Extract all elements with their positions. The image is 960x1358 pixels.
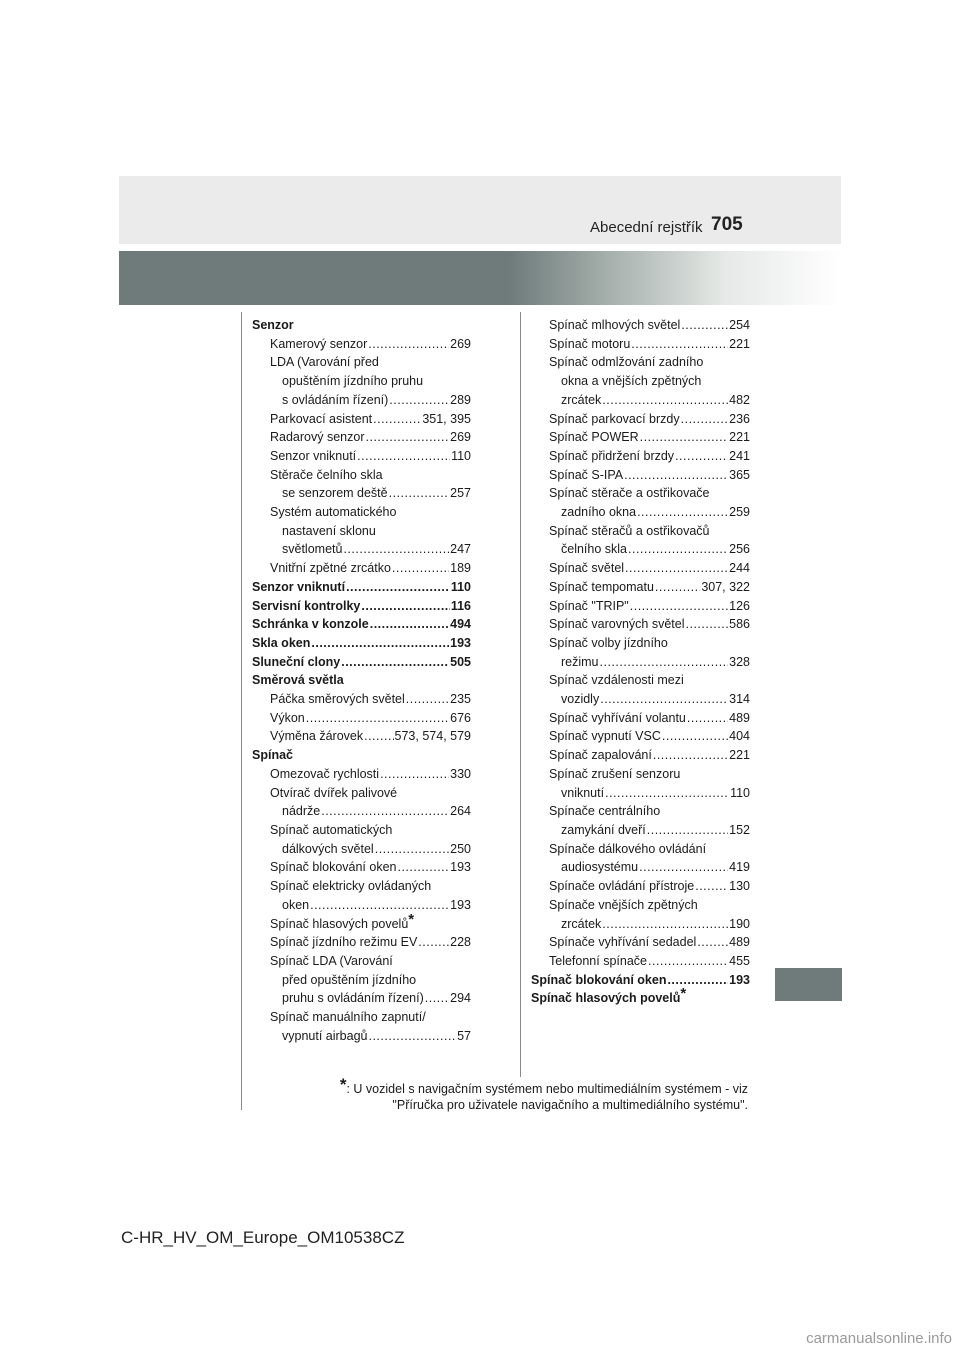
index-entry-label: s ovládáním řízení) <box>282 392 389 407</box>
dot-leader <box>602 915 728 934</box>
dot-leader <box>624 466 728 485</box>
dot-leader <box>648 952 728 971</box>
dot-leader <box>389 391 449 410</box>
index-entry <box>252 858 471 877</box>
index-entry <box>252 952 471 971</box>
watermark: carmanualsonline.info <box>806 1330 952 1347</box>
index-entry <box>252 372 471 391</box>
dot-leader <box>695 877 728 896</box>
index-entry-page: 130 <box>729 879 750 894</box>
footnote <box>228 1075 748 1113</box>
chapter-tab <box>775 968 842 1001</box>
index-entry-page: 586 <box>729 617 750 632</box>
index-entry-label: režimu <box>561 654 599 669</box>
index-entry <box>252 671 471 690</box>
dot-leader <box>397 858 449 877</box>
dot-leader <box>357 447 450 466</box>
dot-leader <box>686 615 729 634</box>
index-entry <box>531 335 750 354</box>
index-entry <box>531 428 750 447</box>
index-entry <box>252 896 471 915</box>
index-entry-page: 489 <box>729 710 750 725</box>
dot-leader <box>637 503 728 522</box>
dot-leader <box>639 858 728 877</box>
dot-leader <box>681 316 728 335</box>
index-entry-label: Spínače centrálního <box>549 804 661 819</box>
index-entry <box>531 391 750 410</box>
index-entry-label: Sluneční clony <box>252 654 341 669</box>
index-entry <box>531 727 750 746</box>
dot-leader <box>346 578 450 597</box>
index-entry-label: zrcátek <box>561 392 602 407</box>
index-entry-label: zrcátek <box>561 916 602 931</box>
index-entry <box>252 428 471 447</box>
footnote-marker: * <box>339 1075 347 1094</box>
index-entry-page: 110 <box>730 785 750 800</box>
index-entry-page: 269 <box>450 430 471 445</box>
index-entry <box>531 971 750 990</box>
index-entry-label: Spínač LDA (Varování <box>270 953 393 968</box>
index-entry-label: Parkovací asistent <box>270 411 373 426</box>
index-entry-page: 228 <box>450 935 471 950</box>
dot-leader <box>366 428 450 447</box>
index-entry-label: Spínač volby jízdního <box>549 635 668 650</box>
dot-leader <box>625 559 728 578</box>
index-entry-label: Servisní kontrolky <box>252 598 361 613</box>
index-entry <box>252 447 471 466</box>
index-entry-page: 254 <box>729 318 750 332</box>
index-entry-page: 259 <box>729 505 750 520</box>
index-entry-page: 307, 322 <box>701 579 750 594</box>
index-entry <box>252 727 471 746</box>
index-entry <box>252 821 471 840</box>
index-entry-label: Spínač parkovací brzdy <box>549 411 680 426</box>
dot-leader <box>675 447 728 466</box>
index-entry-page: 221 <box>729 430 750 445</box>
index-entry-page: 365 <box>729 467 750 482</box>
index-entry-label: Spínač blokování oken <box>270 860 397 875</box>
index-entry-page: 505 <box>450 654 471 669</box>
index-entry-label: Otvírač dvířek palivové <box>270 785 398 800</box>
index-entry <box>531 690 750 709</box>
index-entry <box>252 784 471 803</box>
index-entry-label: LDA (Varování před <box>270 355 379 370</box>
index-entry-page: 221 <box>729 336 750 351</box>
index-entry <box>531 540 750 559</box>
dot-leader <box>341 653 449 672</box>
dot-leader <box>380 765 449 784</box>
index-entry-label: Spínače ovládání přístroje <box>549 879 695 894</box>
footnote-line-2: "Příručka pro uživatele navigačního a multimediálního systému". <box>392 1098 748 1112</box>
index-entry-page: 126 <box>729 598 750 613</box>
index-entry <box>252 971 471 990</box>
dot-leader <box>389 484 450 503</box>
dot-leader <box>373 410 421 429</box>
index-entry-label: Spínače dálkového ovládání <box>549 841 707 856</box>
index-entry-label: čelního skla <box>561 542 628 557</box>
index-entry <box>531 765 750 784</box>
index-entry-label: Spínač vypnutí VSC <box>549 729 661 744</box>
index-entry-page: 676 <box>450 710 471 725</box>
index-entry-label: Spínače vyhřívání sedadel <box>549 935 697 950</box>
dot-leader <box>602 391 728 410</box>
index-entry-label: Směrová světla <box>252 673 344 688</box>
index-entry-label: Spínač zrušení senzoru <box>549 766 681 781</box>
index-entry-label: Spínač hlasových povelů <box>531 991 681 1006</box>
index-entry-page: 241 <box>729 448 750 463</box>
dot-leader <box>406 690 449 709</box>
index-entry <box>252 559 471 578</box>
index-entry <box>531 503 750 522</box>
index-entry-page: 264 <box>450 804 471 819</box>
index-entry <box>531 578 750 597</box>
index-entry <box>252 765 471 784</box>
index-entry <box>531 316 750 335</box>
index-entry-page: 489 <box>729 935 750 950</box>
index-entry-label: vniknutí <box>561 785 605 800</box>
dot-leader <box>605 784 729 803</box>
index-entry-label: oken <box>282 897 310 912</box>
index-entry-label: Omezovač rychlosti <box>270 766 380 781</box>
index-entry-page: 236 <box>729 411 750 426</box>
index-entry-label: Spínače vnějších zpětných <box>549 897 698 912</box>
index-entry <box>252 690 471 709</box>
index-entry-label: Spínač mlhových světel <box>549 318 681 332</box>
index-entry-page: 110 <box>450 579 471 594</box>
dot-leader <box>368 1027 456 1046</box>
index-entry <box>531 559 750 578</box>
index-entry <box>531 933 750 952</box>
index-entry <box>531 802 750 821</box>
dot-leader <box>361 597 449 616</box>
index-column-right <box>531 316 750 1008</box>
dot-leader <box>681 410 729 429</box>
index-entry-label: Stěrače čelního skla <box>270 467 383 482</box>
index-entry-page: 189 <box>450 561 471 576</box>
dot-leader <box>640 428 729 447</box>
index-entry-page: 404 <box>729 729 750 744</box>
index-entry <box>252 597 471 616</box>
dot-leader <box>306 709 449 728</box>
index-entry-page: 193 <box>729 972 750 987</box>
index-entry-label: pruhu s ovládáním řízení) <box>282 991 424 1006</box>
index-entry-page: 328 <box>729 654 750 669</box>
index-entry <box>252 615 471 634</box>
index-entry-page: 294 <box>450 991 471 1006</box>
index-entry-page: 494 <box>450 617 471 632</box>
index-entry <box>531 634 750 653</box>
index-entry-label: před opuštěním jízdního <box>282 972 417 987</box>
index-entry <box>531 372 750 391</box>
index-entry <box>531 522 750 541</box>
index-entry-page: 455 <box>729 953 750 968</box>
left-divider <box>241 312 242 1110</box>
index-entry-label: Spínač vzdálenosti mezi <box>549 673 684 688</box>
index-entry <box>252 933 471 952</box>
footnote-asterisk: * <box>680 985 687 1003</box>
index-entry-label: Spínač vyhřívání volantu <box>549 710 686 725</box>
index-entry-page: 330 <box>450 766 471 781</box>
dot-leader <box>600 690 728 709</box>
dot-leader <box>631 335 728 354</box>
index-entry <box>252 484 471 503</box>
index-entry-page: 573, 574, 579 <box>394 729 471 744</box>
index-entry-label: Výměna žárovek <box>270 729 364 744</box>
index-entry <box>531 615 750 634</box>
index-entry-label: zadního okna <box>561 505 637 520</box>
index-entry <box>252 335 471 354</box>
index-entry-label: Spínač manuálního zapnutí/ <box>270 1010 426 1025</box>
index-entry-label: Spínač světel <box>549 561 625 576</box>
index-entry-label: dálkových světel <box>282 841 374 856</box>
index-entry <box>531 821 750 840</box>
index-entry <box>252 910 471 934</box>
index-entry <box>531 746 750 765</box>
index-entry-label: Spínač <box>252 748 293 763</box>
index-entry-label: Spínač přidržení brzdy <box>549 448 675 463</box>
index-entry <box>252 634 471 653</box>
index-entry <box>531 447 750 466</box>
dot-leader <box>425 989 449 1008</box>
index-entry <box>531 952 750 971</box>
index-entry <box>531 784 750 803</box>
index-entry <box>252 503 471 522</box>
dot-leader <box>343 540 449 559</box>
dot-leader <box>370 615 449 634</box>
index-entry <box>531 597 750 616</box>
index-entry-label: nastavení sklonu <box>282 523 376 538</box>
index-entry-label: Senzor vniknutí <box>252 579 346 594</box>
footnote-asterisk: * <box>408 910 415 928</box>
index-entry-label: Systém automatického <box>270 505 397 520</box>
index-entry-label: Výkon <box>270 710 305 725</box>
index-entry <box>531 410 750 429</box>
index-entry-page: 244 <box>729 561 750 576</box>
index-entry-label: Spínač automatických <box>270 822 393 837</box>
index-entry-label: světlometů <box>282 542 343 557</box>
index-entry <box>252 578 471 597</box>
index-entry-page: 247 <box>450 542 471 557</box>
index-entry-label: audiosystému <box>561 860 639 875</box>
index-entry <box>531 484 750 503</box>
index-entry-page: 482 <box>729 392 750 407</box>
dot-leader <box>630 597 728 616</box>
index-entry-label: Spínač varovných světel <box>549 617 685 632</box>
dot-leader <box>653 746 728 765</box>
index-entry <box>252 540 471 559</box>
index-entry-label: vozidly <box>561 692 600 707</box>
index-entry <box>531 840 750 859</box>
index-entry <box>531 896 750 915</box>
index-entry-page: 289 <box>450 392 471 407</box>
index-column-left <box>252 316 471 1045</box>
index-entry-label: Spínač zapalování <box>549 748 652 763</box>
index-entry-label: Kamerový senzor <box>270 336 368 351</box>
index-entry <box>252 316 471 335</box>
index-entry-label: opuštěním jízdního pruhu <box>282 374 424 389</box>
dot-leader <box>310 896 449 915</box>
index-entry-label: Vnitřní zpětné zrcátko <box>270 561 391 576</box>
index-entry-label: okna a vnějších zpětných <box>561 374 702 389</box>
index-entry <box>252 410 471 429</box>
index-entry <box>531 985 750 1008</box>
index-entry-page: 257 <box>450 486 471 501</box>
dot-leader <box>647 821 728 840</box>
index-entry-label: Spínač hlasových povelů <box>270 916 409 931</box>
index-entry <box>252 353 471 372</box>
page-title: Abecední rejstřík <box>590 219 703 236</box>
index-entry-page: 314 <box>729 692 750 707</box>
column-divider <box>520 312 521 1077</box>
dot-leader <box>364 727 393 746</box>
index-entry-page: 193 <box>450 897 471 912</box>
index-entry-page: 351, 395 <box>422 411 471 426</box>
index-entry <box>252 746 471 765</box>
index-entry-label: Spínač elektricky ovládaných <box>270 879 432 894</box>
index-entry-page: 221 <box>729 748 750 763</box>
dot-leader <box>655 578 700 597</box>
index-entry-label: Spínač odmlžování zadního <box>549 355 704 370</box>
index-entry-label: se senzorem deště <box>282 486 388 501</box>
dot-leader <box>321 802 449 821</box>
index-entry-label: Spínač S-IPA <box>549 467 624 482</box>
index-entry-label: Páčka směrových světel <box>270 692 405 707</box>
index-entry-page: 235 <box>450 692 471 707</box>
index-entry <box>531 877 750 896</box>
index-entry-page: 57 <box>457 1028 471 1043</box>
index-entry-label: Spínač "TRIP" <box>549 598 629 613</box>
index-entry <box>252 391 471 410</box>
dot-leader <box>628 540 728 559</box>
index-entry-label: Radarový senzor <box>270 430 365 445</box>
index-entry-page: 110 <box>451 448 471 463</box>
dot-leader <box>687 709 728 728</box>
index-entry <box>252 709 471 728</box>
index-entry-page: 256 <box>729 542 750 557</box>
index-entry <box>531 915 750 934</box>
dot-leader <box>392 559 449 578</box>
index-entry <box>531 466 750 485</box>
index-entry <box>252 877 471 896</box>
index-entry <box>531 653 750 672</box>
index-entry <box>252 522 471 541</box>
index-entry <box>252 1027 471 1046</box>
index-entry-page: 190 <box>729 916 750 931</box>
index-entry-label: zamykání dveří <box>561 822 646 837</box>
index-entry-label: Spínač POWER <box>549 430 639 445</box>
index-entry <box>531 709 750 728</box>
index-entry-page: 193 <box>450 860 471 875</box>
index-entry-label: Spínač motoru <box>549 336 631 351</box>
index-entry-page: 269 <box>450 336 471 351</box>
index-entry <box>252 989 471 1008</box>
index-entry-label: Spínač stěrače a ostřikovače <box>549 486 710 501</box>
index-entry-label: Spínač stěračů a ostřikovačů <box>549 523 710 538</box>
index-entry-label: Spínač jízdního režimu EV <box>270 935 418 950</box>
header-gradient-band <box>119 251 841 305</box>
index-entry-label: Spínač blokování oken <box>531 972 667 987</box>
document-code: C-HR_HV_OM_Europe_OM10538CZ <box>121 1228 405 1247</box>
dot-leader <box>600 653 729 672</box>
index-entry <box>531 671 750 690</box>
dot-leader <box>697 933 728 952</box>
index-entry <box>252 653 471 672</box>
page-number: 705 <box>711 214 743 235</box>
index-entry-label: nádrže <box>282 804 321 819</box>
index-entry <box>252 1008 471 1027</box>
dot-leader <box>667 971 728 990</box>
dot-leader <box>375 840 449 859</box>
index-entry <box>252 802 471 821</box>
index-entry <box>531 353 750 372</box>
dot-leader <box>311 634 449 653</box>
index-entry-label: Spínač tempomatu <box>549 579 654 594</box>
index-entry-label: Senzor <box>252 318 294 332</box>
index-entry-page: 116 <box>450 598 471 613</box>
footnote-line-1: : U vozidel s navigačním systémem nebo multimediálním systémem - viz <box>346 1082 748 1096</box>
index-entry-page: 152 <box>729 822 750 837</box>
index-entry <box>531 858 750 877</box>
index-entry-page: 250 <box>450 841 471 856</box>
dot-leader <box>368 335 449 354</box>
dot-leader <box>662 727 728 746</box>
index-entry-label: Senzor vniknutí <box>270 448 357 463</box>
index-entry <box>252 840 471 859</box>
index-entry <box>252 466 471 485</box>
dot-leader <box>418 933 449 952</box>
index-entry-label: Skla oken <box>252 635 311 650</box>
index-entry-page: 419 <box>729 860 750 875</box>
index-entry-label: vypnutí airbagů <box>282 1028 368 1043</box>
index-entry-label: Telefonní spínače <box>549 953 647 968</box>
index-entry-page: 193 <box>450 635 471 650</box>
index-entry-label: Schránka v konzole <box>252 617 369 632</box>
